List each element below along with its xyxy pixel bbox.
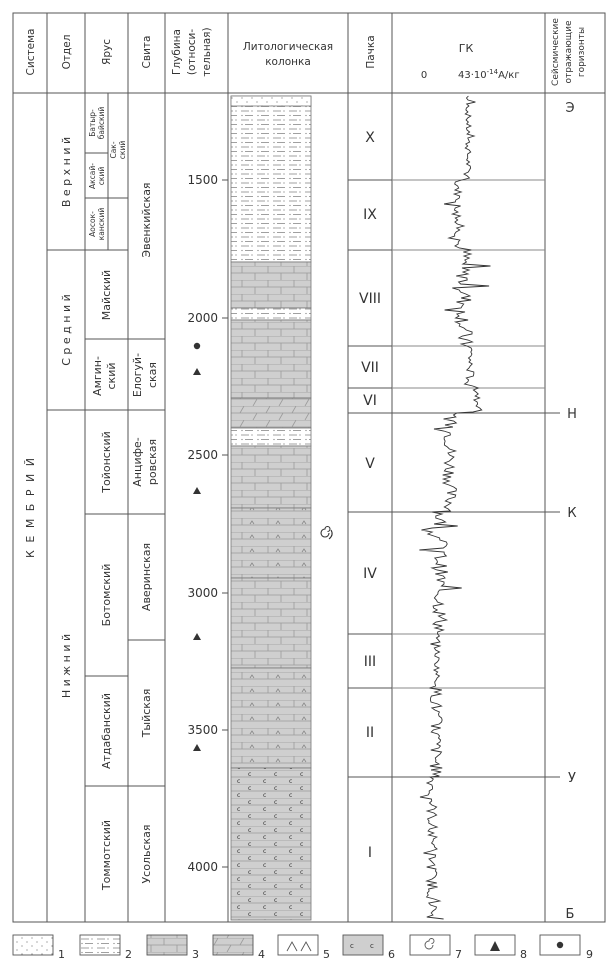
header-gk-unit: А/кг xyxy=(498,70,520,81)
legend-swatch-1 xyxy=(13,935,53,955)
horizon-b: Б xyxy=(565,907,575,922)
stage-amginsky-1: Амгин- xyxy=(91,356,104,396)
stage-saksky-1: Сак- xyxy=(109,141,118,159)
legend-num-4: 4 xyxy=(258,948,265,961)
horizon-u: У xyxy=(568,771,576,786)
legend-num-1: 1 xyxy=(58,948,65,961)
stage-botomsky: Ботомский xyxy=(100,563,113,627)
stage-batyr-1: Батыр- xyxy=(88,109,97,137)
stage-aksay-1: Аксай- xyxy=(88,163,97,189)
header-depth-2: (относи- xyxy=(186,28,198,76)
litho-lime-2 xyxy=(231,320,311,398)
header-lithology-1: Литологическая xyxy=(242,41,334,53)
header-seismic-1: Сейсмические xyxy=(551,18,561,86)
depth-tick-3500: 3500 xyxy=(187,723,218,737)
depth-tick-2000: 2000 xyxy=(187,311,218,325)
header-seismic-3: горизонты xyxy=(577,26,587,78)
header-gk-max xyxy=(458,68,520,81)
stage-maysky: Майский xyxy=(100,269,113,321)
stage-toyonsky: Тойонский xyxy=(100,431,113,493)
division-upper: В е р х н и й xyxy=(60,136,73,208)
stage-saksky-2: ский xyxy=(118,140,127,160)
triangle-marker-icon xyxy=(193,633,201,640)
legend-salt-c1: c xyxy=(350,942,354,950)
header-stage: Ярус xyxy=(101,39,113,65)
stage-aosok-2: канский xyxy=(97,207,106,241)
system-label: К Е М Б Р И Й xyxy=(24,456,37,558)
depth-tick-4000: 4000 xyxy=(187,860,218,874)
stage-aksay-2: ский xyxy=(97,166,106,186)
litho-silt-2 xyxy=(231,308,311,320)
formation-usol: Усольская xyxy=(140,824,153,884)
legend-num-2: 2 xyxy=(125,948,132,961)
header-depth-3: тельная) xyxy=(201,27,213,77)
stage-amginsky-2: ский xyxy=(105,362,118,390)
header-lithology-2: колонка xyxy=(265,56,311,68)
header-system: Система xyxy=(25,28,37,76)
legend-swatch-7 xyxy=(410,935,450,955)
division-middle: С р е д н и й xyxy=(60,294,73,366)
stage-batyr-2: байский xyxy=(97,106,106,140)
litho-sand-top xyxy=(231,96,311,106)
litho-silt-3 xyxy=(231,428,311,446)
division-lower: Н и ж н и й xyxy=(60,633,73,699)
header-formation: Свита xyxy=(141,35,153,69)
pack-label-vi: VI xyxy=(363,393,377,409)
lithology-column xyxy=(231,96,311,920)
pack-label-x: X xyxy=(365,130,375,146)
header-seismic-2: отражающие xyxy=(564,20,574,84)
formation-averin: Аверинская xyxy=(140,542,153,612)
litho-lime-3 xyxy=(231,446,311,508)
horizon-n: Н xyxy=(567,407,577,422)
pack-label-viii: VIII xyxy=(359,291,381,307)
legend-salt-c2: c xyxy=(370,942,374,950)
header-division: Отдел xyxy=(61,34,73,70)
legend-num-8: 8 xyxy=(520,948,527,961)
formation-antsif-1: Анцифе- xyxy=(131,437,144,487)
stage-tommotsky: Томмотский xyxy=(100,819,113,891)
depth-tick-1500: 1500 xyxy=(187,173,218,187)
horizon-e: Э xyxy=(565,101,575,116)
legend-num-9: 9 xyxy=(586,948,593,961)
litho-lime-4 xyxy=(231,578,311,668)
formation-tyiy: Тыйская xyxy=(140,688,153,738)
pack-label-i: I xyxy=(367,845,373,861)
pack-label-ix: IX xyxy=(363,207,377,223)
stage-aosok-1: Аосок- xyxy=(88,211,97,237)
formation-elogui-2: ская xyxy=(146,361,159,389)
litho-dolo-1 xyxy=(231,398,311,428)
header-gk-max-value: 43·10 xyxy=(458,70,487,81)
litho-anhy-1 xyxy=(231,508,311,578)
pack-label-v: V xyxy=(365,456,375,472)
litho-lime-1 xyxy=(231,262,311,308)
pack-label-vii: VII xyxy=(361,360,379,376)
legend-num-5: 5 xyxy=(323,948,330,961)
litho-anhy-2 xyxy=(231,668,311,768)
legend-num-3: 3 xyxy=(192,948,199,961)
triangle-marker-icon xyxy=(193,368,201,375)
header-pack: Пачка xyxy=(365,35,377,69)
legend-dot-icon xyxy=(557,942,563,948)
triangle-marker-icon xyxy=(193,487,201,494)
dot-marker-icon xyxy=(194,343,200,349)
pack-label-iv: IV xyxy=(363,566,377,582)
legend-swatch-6 xyxy=(343,935,383,955)
legend-swatch-4 xyxy=(213,935,253,955)
formation-antsif-2: ровская xyxy=(146,438,159,486)
legend-num-6: 6 xyxy=(388,948,395,961)
formation-elogui-1: Елогуй- xyxy=(131,352,144,398)
formation-evenkiyskaya: Эвенкийская xyxy=(140,182,153,258)
spiral-fossil-icon xyxy=(321,527,332,540)
header-gk-min: 0 xyxy=(420,70,428,81)
legend-swatch-5 xyxy=(278,935,318,955)
header-gk-exp: -14 xyxy=(486,68,499,76)
depth-tick-2500: 2500 xyxy=(187,448,218,462)
legend-swatch-2 xyxy=(80,935,120,955)
stage-atdabansky: Атдабанский xyxy=(100,693,113,769)
legend-num-7: 7 xyxy=(455,948,462,961)
litho-salt xyxy=(231,768,311,920)
depth-tick-3000: 3000 xyxy=(187,586,218,600)
pack-label-iii: III xyxy=(363,654,377,670)
horizon-k: К xyxy=(567,506,577,521)
header-depth-1: Глубина xyxy=(171,29,183,75)
legend-swatch-3 xyxy=(147,935,187,955)
litho-silt-upper xyxy=(231,96,311,262)
triangle-marker-icon xyxy=(193,744,201,751)
legend xyxy=(13,935,580,955)
header-gk-title: ГК xyxy=(458,42,474,55)
pack-label-ii: II xyxy=(365,725,375,741)
gk-log-curve xyxy=(419,96,490,919)
